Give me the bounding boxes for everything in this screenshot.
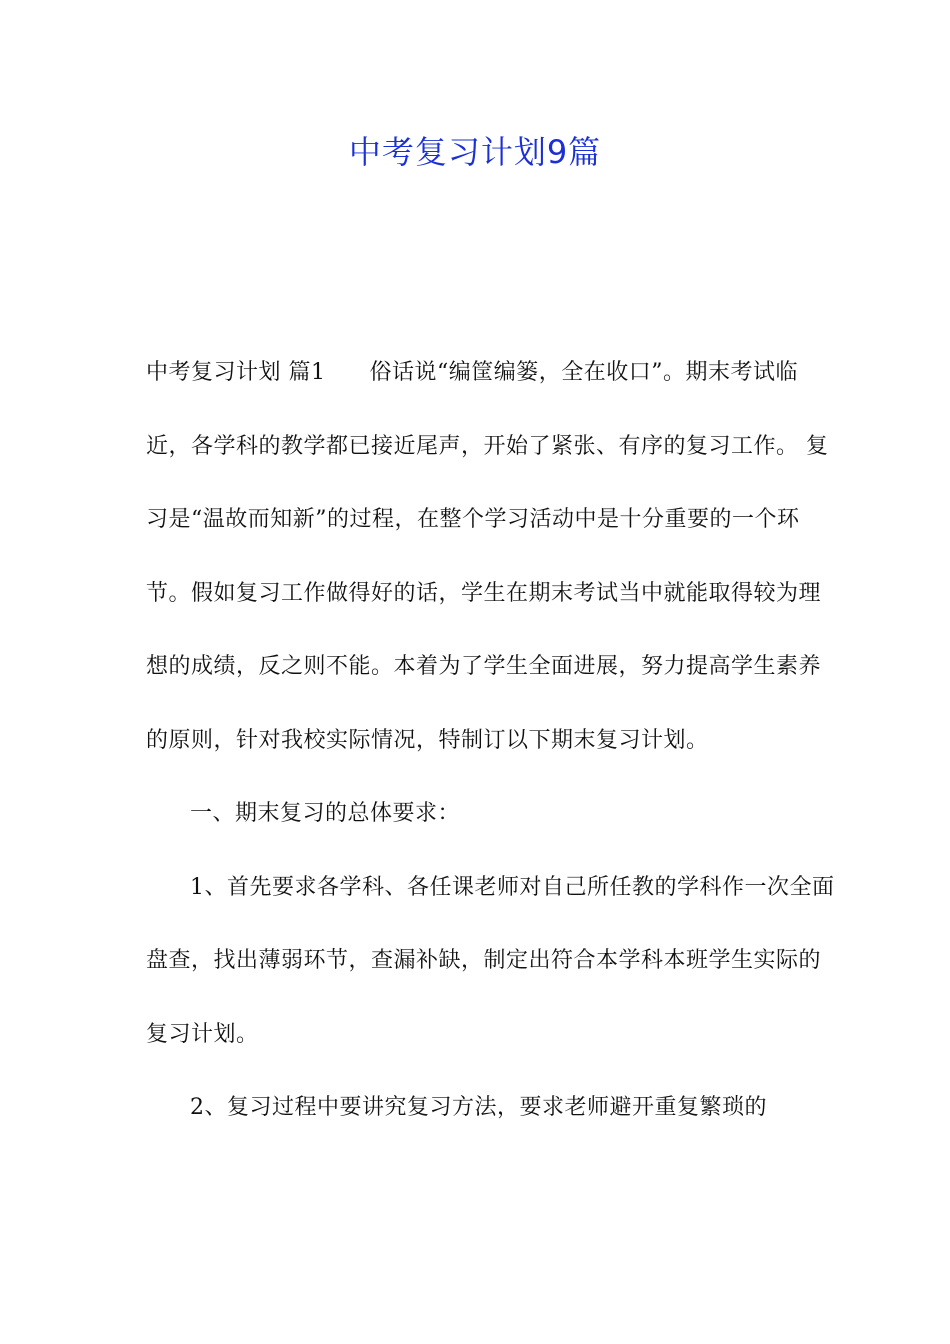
- list-paragraph-2: 2、复习过程中要讲究复习方法，要求老师避开重复繁琐的: [190, 1095, 767, 1120]
- document-body: [146, 336, 836, 1145]
- paragraph-text: 俗话说“编筐编篓，全在收口”。期末考试临近，各学科的教学都已接近尾声，开始了紧张、有序的复习工作。 复习是“温故而知新”的过程，在整个学习活动中是十分重要的一个环节。假如复习工作做得好的话，学生在期末考试当中就能取得较为理想的成绩，反之则不能。本着为了学生全面进展，努力提高学生素养的原则，针对我校实际情况，特制订以下期末复习计划。: [146, 360, 829, 753]
- section-label: 中考复习计划 篇1: [146, 360, 326, 385]
- list-paragraph-1: 1、首先要求各学科、各任课老师对自己所任教的学科作一次全面盘查，找出薄弱环节，查漏补缺，制定出符合本学科本班学生实际的复习计划。: [146, 874, 835, 1047]
- intro-paragraph: [146, 336, 836, 777]
- heading-paragraph: 一、期末复习的总体要求：: [190, 801, 461, 826]
- document-title: 中考复习计划9篇: [348, 133, 602, 171]
